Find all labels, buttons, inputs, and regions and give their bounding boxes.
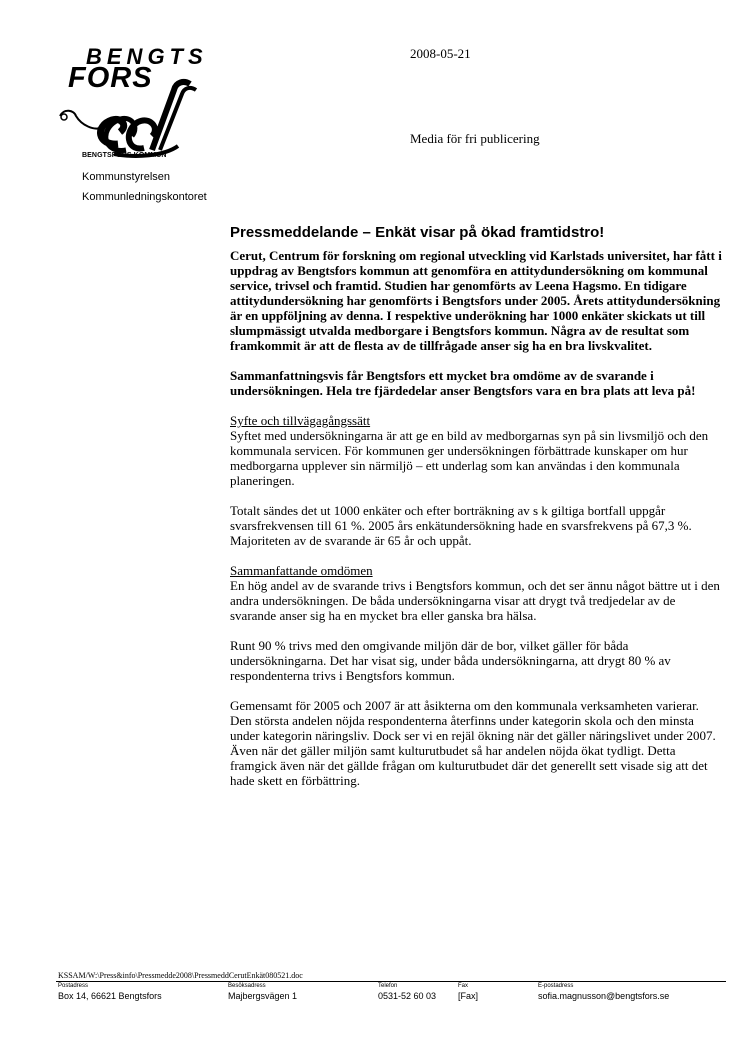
footer-phone-label: Telefon [378, 983, 398, 989]
body-paragraph: Gemensamt för 2005 och 2007 är att åsikterna om den kommunala verksamheten varierar. Den största andelen nöjda respondenterna återfinns under kategorin skola och den minsta under kategorin näringsliv. Dock ser vi en rejäl ökning när det gäller näringslivet under 2007. Även när det gäller miljön samt kulturutbudet så har andelen nöjda ökat tydligt. Detta framgick även när det gällde frågan om kulturutbudet där det generellt sett visade sig att det hade skett en förbättring. [230, 698, 716, 788]
section-heading-purpose: Syfte och tillvägagångssätt [230, 413, 371, 428]
document-date: 2008-05-21 [410, 46, 471, 61]
body-paragraph: Runt 90 % trivs med den omgivande miljön där de bor, vilket gäller för båda undersökningarna. Det har visat sig, under båda undersökningarna, att drygt 80 % av respondenterna trivs i Bengtsfors kommun. [230, 638, 671, 683]
footer-file-path: KSSAM/W:\Press&info\Pressmedde2008\PressmeddCerutEnkät080521.doc [58, 971, 303, 980]
footer-visit-label: Besöksadress [228, 983, 266, 989]
footer-phone-value: 0531-52 60 03 [378, 991, 437, 1001]
summary-paragraph: Sammanfattningsvis får Bengtsfors ett mycket bra omdöme av de svarande i undersökningen. Hela tre fjärdedelar anser Bengtsfors vara en bra plats att leva på! [230, 368, 696, 398]
footer-visit-value: Majbergsvägen 1 [228, 991, 298, 1001]
footer-postal-value: Box 14, 66621 Bengtsfors [58, 991, 162, 1001]
footer-fax-label: Fax [458, 983, 469, 989]
logo-caption: BENGTSFORS KOMMUN [82, 152, 167, 159]
footer-postal-label: Postadress [58, 983, 89, 989]
section-heading-summary: Sammanfattande omdömen [230, 563, 373, 578]
department-kommunledningskontoret: Kommunledningskontoret [82, 191, 207, 203]
logo-word-fors: FORS [68, 62, 153, 94]
distribution-note: Media för fri publicering [410, 131, 540, 146]
press-release-body [230, 248, 722, 803]
footer-email-value[interactable]: sofia.magnusson@bengtsfors.se [538, 991, 670, 1001]
bengtsfors-logo [56, 44, 206, 164]
footer-fax-value: [Fax] [458, 991, 479, 1001]
department-kommunstyrelsen: Kommunstyrelsen [82, 171, 171, 183]
footer-divider [56, 981, 726, 982]
footer-email-label: E-postadress [538, 983, 574, 989]
body-paragraph: En hög andel av de svarande trivs i Bengtsfors kommun, och det ser ännu något bättre ut i den andra undersökningen. De båda undersökningarna visar att drygt två tredjedelar av de svarande anser sig ha en mycket bra eller ganska bra hälsa. [230, 578, 720, 623]
press-release-title: Pressmeddelande – Enkät visar på ökad framtidstro! [230, 224, 605, 241]
logo-word-bengts: BENGTS [86, 44, 208, 69]
intro-paragraph: Cerut, Centrum för forskning om regional utveckling vid Karlstads universitet, har fått i uppdrag av Bengtsfors kommun att genomföra en attitydundersökning om kommunal service, trivsel och framtid. Studien har genomförts av Leena Hagsmo. En tidigare attitydundersökning har genomförts i Bengtsfors under 2005. Årets attitydundersökning är en uppföljning av denna. I respektive underökning har 1000 enkäter skickats ut till slumpmässigt utvalda medborgare i Bengtsfors kommun. Några av de resultat som framkommit är att de flesta av de tillfrågade anser sig ha en bra livskvalitet. [230, 248, 722, 353]
body-paragraph: Totalt sändes det ut 1000 enkäter och efter borträkning av s k giltiga bortfall uppgår svarsfrekvensen till 61 %. 2005 års enkätundersökning hade en svarsfrekvens på 67,3 %. Majoriteten av de svarande är 65 år och uppåt. [230, 503, 692, 548]
logo-swirl-icon [56, 74, 206, 164]
body-paragraph: Syftet med undersökningarna är att ge en bild av medborgarnas syn på sin livsmiljö och den kommunala servicen. För kommunen ger undersökningen förbättrade kunskaper om hur medborgarna upplever sin närmiljö – ett underlag som kan användas i den kommunala planeringen. [230, 428, 709, 488]
